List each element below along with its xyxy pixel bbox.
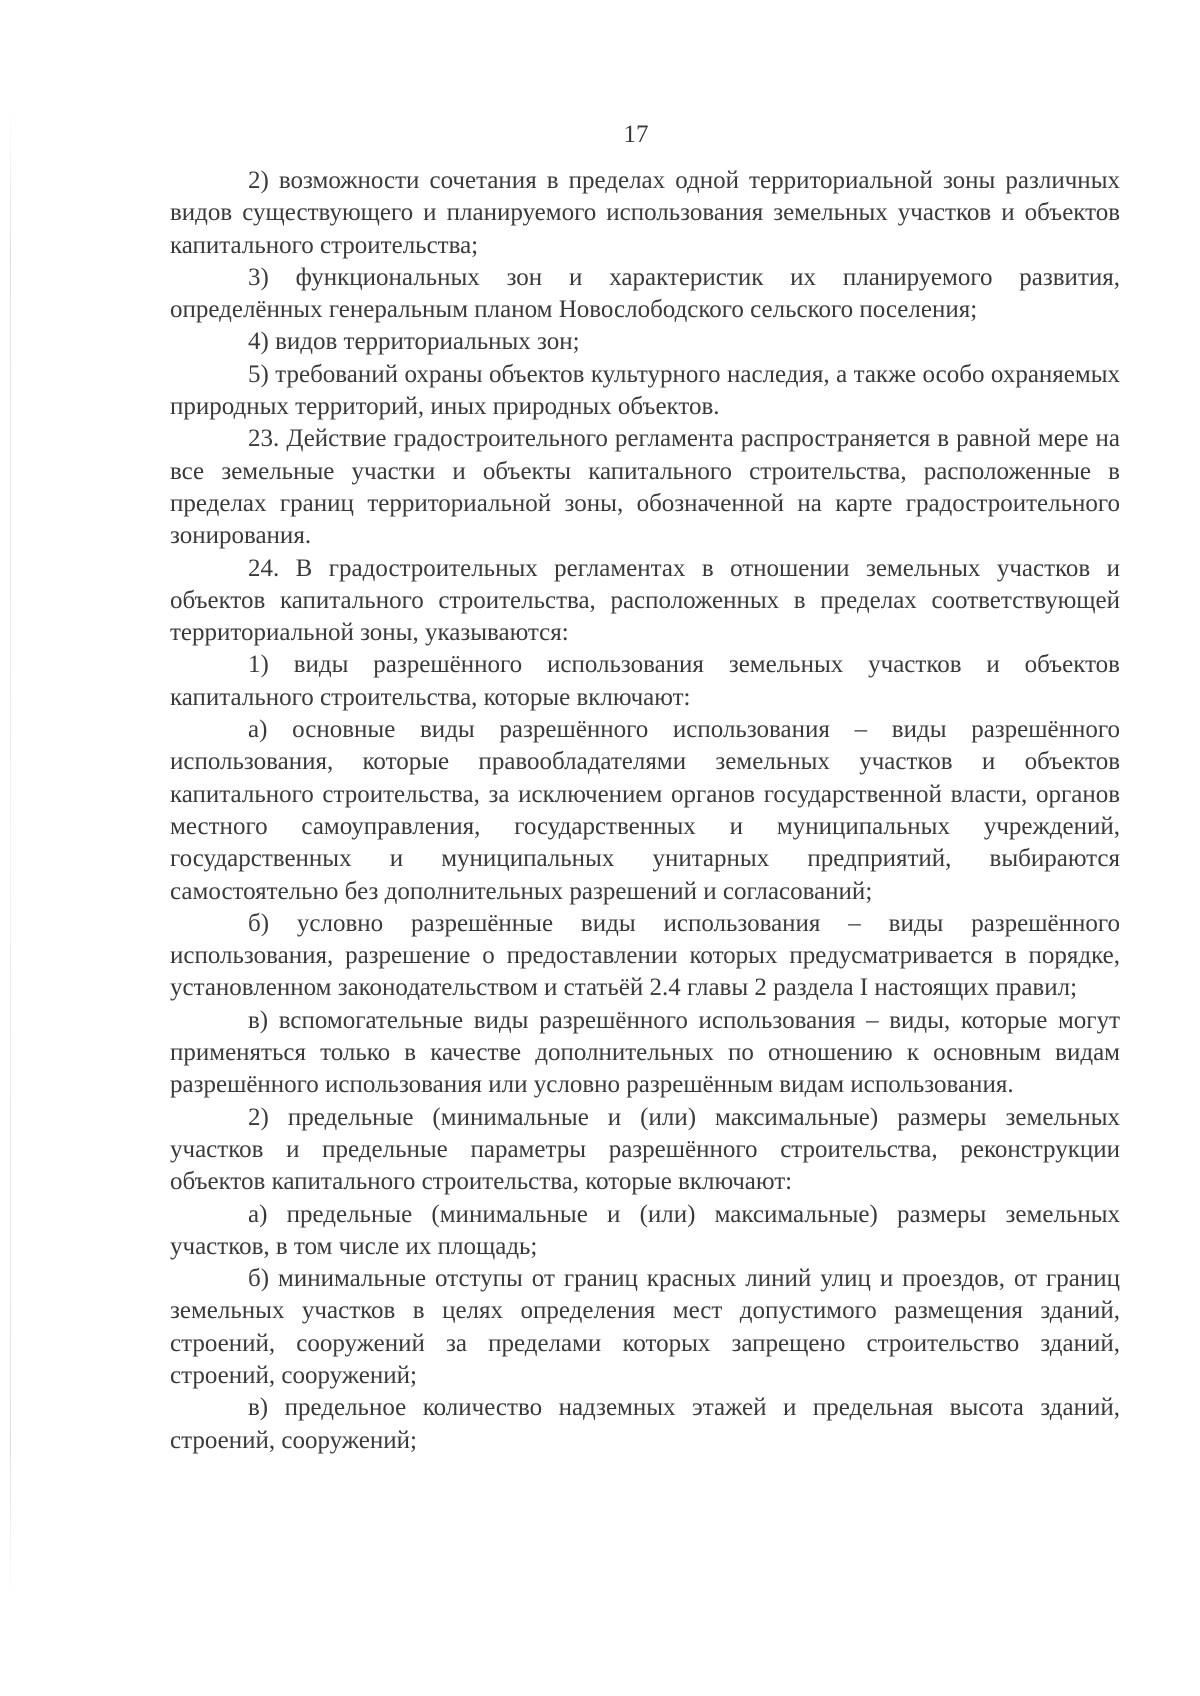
paragraph-sub-1b: б) условно разрешённые виды использования – виды разрешённого использования, разрешение о предоставлении которых предусматривается в порядке, установленном законодательством и статьёй 2.4 главы 2 раздела I настоящих правил;	[170, 909, 1120, 1002]
paragraph-sub-2: 2) предельные (минимальные и (или) максимальные) размеры земельных участков и предельные параметры разрешённого строительства, реконструкции объектов капитального строительства, которые включают:	[170, 1103, 1120, 1196]
paragraph-sub-1a: а) основные виды разрешённого использования – виды разрешённого использования, которые правообладателями земельных участков и объектов капитального строительства, за исключением органов государственной власти, органов местного самоуправления, государственных и муниципальных учреждений, государственных и муниципальных унитарных предприятий, выбираются самостоятельно без дополнительных разрешений и согласований;	[170, 716, 1120, 905]
paragraph-sub-1: 1) виды разрешённого использования земельных участков и объектов капитального строительства, которые включают:	[170, 651, 1120, 711]
scan-margin-edge	[10, 100, 11, 1600]
paragraph-item-4: 4) видов территориальных зон;	[248, 328, 580, 356]
paragraph-clause-23: 23. Действие градостроительного регламента распространяется в равной мере на все земельные участки и объекты капитального строительства, расположенные в пределах границ территориальной зоны, обозначенной на карте градостроительного зонирования.	[170, 425, 1120, 550]
paragraph-clause-24: 24. В градостроительных регламентах в отношении земельных участков и объектов капитального строительства, расположенных в пределах соответствующей территориальной зоны, указываются:	[170, 554, 1120, 647]
document-body	[170, 165, 1120, 1457]
paragraph-sub-2b: б) минимальные отступы от границ красных линий улиц и проездов, от границ земельных участков в целях определения мест допустимого размещения зданий, строений, сооружений за пределами которых запрещено строительство зданий, строений, сооружений;	[170, 1265, 1120, 1389]
paragraph-sub-2v: в) предельное количество надземных этажей и предельная высота зданий, строений, сооружений;	[170, 1394, 1120, 1454]
paragraph-item-2: 2) возможности сочетания в пределах одной территориальной зоны различных видов существующего и планируемого использования земельных участков и объектов капитального строительства;	[170, 167, 1120, 259]
paragraph-sub-2a: а) предельные (минимальные и (или) максимальные) размеры земельных участков, в том числе их площадь;	[170, 1200, 1120, 1260]
page-number: 17	[623, 121, 649, 148]
paragraph-sub-1v: в) вспомогательные виды разрешённого использования – виды, которые могут применяться только в качестве дополнительных по отношению к основным видам разрешённого использования или условно разрешённым видам использования.	[170, 1006, 1120, 1099]
paragraph-item-3: 3) функциональных зон и характеристик их планируемого развития, определённых генеральным планом Новослободского сельского поселения;	[170, 263, 1120, 324]
paragraph-item-5: 5) требований охраны объектов культурного наследия, а также особо охраняемых природных территорий, иных природных объектов.	[170, 360, 1120, 421]
